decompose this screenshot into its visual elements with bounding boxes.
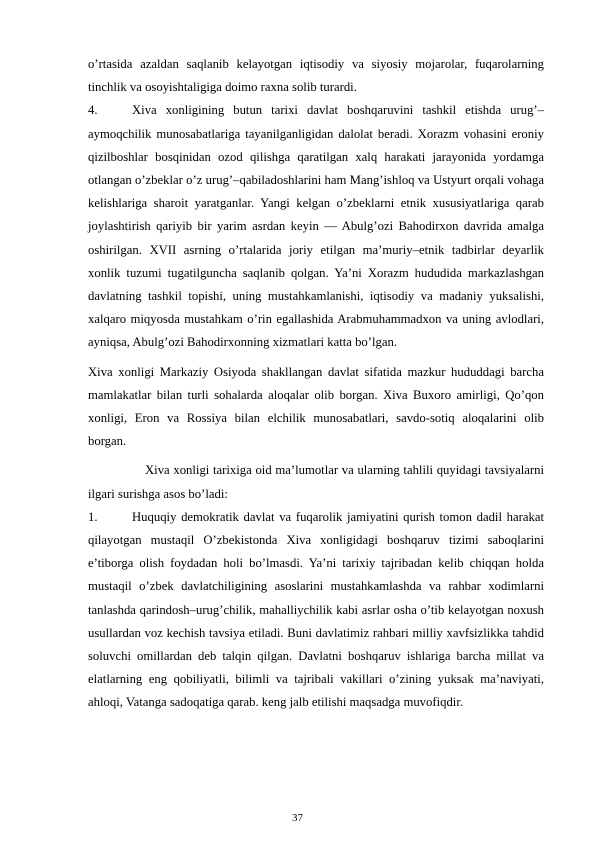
paragraph-relations [88,361,544,454]
paragraph-number: 4. [88,103,98,118]
paragraph-number: 1. [88,509,98,524]
paragraph-continuation [88,53,544,99]
numbered-paragraph-4 [88,99,544,354]
paragraph-text: Xiva xonligining butun tarixi davlat boshqaruvini tashkil etishda urug’–aymoqchilik munosabatlariga tayanilganligidan dalolat beradi. Xorazm vohasini eroniy qizilboshlar bosqinidan ozod qilishga qaratilgan xalq harakati jarayonida yordamga otlangan o’zbeklar o’z urug’–qabiladoshlarini ham Mang’ishloq va Ustyurt orqali vohaga kelishlariga sharoit yaratganlar. Yangi kelgan o’zbeklarni etnik xususiyatlariga qarab joylashtirish qariyib bir yarim asrdan keyin — Abulg’ozi Bahodirxon davrida amalga oshirilgan. XVII asrning o’rtalarida joriy etilgan ma’muriy–etnik tadbirlar deyarlik xonlik tuzumi tugatilguncha saqlanib qolgan. Ya’ni Xorazm hududida markazlashgan davlatning tashkil topishi, uning mustahkamlanishi, iqtisodiy va madaniy yuksalishi, xalqaro miqyosda mustahkam o’rin egallashida Arabmuhammadxon va uning avlodlari, ayniqsa, Abulg’ozi Bahodirxonning xizmatlari katta bo’lgan. [88,103,544,350]
paragraph-text: Xiva xonligi tarixiga oid ma’lumotlar va ularning tahlili quyidagi tavsiyalarni ilgari surishga asos bo’ladi: [88,463,544,501]
numbered-paragraph-1 [88,506,544,715]
paragraph-recommendations-intro [88,459,544,505]
document-body [88,53,544,715]
paragraph-text: Huquqiy demokratik davlat va fuqarolik jamiyatini qurish tomon dadil harakat qilayotgan mustaqil O’zbekistonda Xiva xonligidagi boshqaruv tizimi saboqlarini e’tiborga olish foydadan holi bo’lmasdi. Ya’ni tarixiy tajribadan kelib chiqqan holda mustaqil o’zbek davlatchiligining asoslarini mustahkamlashda va rahbar xodimlarni tanlashda qarindosh–urug’chilik, mahalliychilik kabi asrlar osha o’tib kelayotgan noxush usullardan voz kechish tavsiya etiladi. Buni davlatimiz rahbari milliy xavfsizlikka tahdid soluvchi omillardan deb talqin qilgan. Davlatni boshqaruv ishlariga barcha millat va elatlarning eng qobiliyatli, bilimli va tajribali vakillari o’zining yuksak ma’naviyati, ahloqi, Vatanga sadoqatiga qarab. keng jalb etilishi maqsadga muvofiqdir. [88,509,544,710]
paragraph-text: Xiva xonligi Markaziy Osiyoda shakllangan davlat sifatida mazkur hududdagi barcha mamlakatlar bilan turli sohalarda aloqalar olib borgan. Xiva Buxoro amirligi, Qo’qon xonligi, Eron va Rossiya bilan elchilik munosabatlari, savdo-sotiq aloqalarini olib borgan. [88,364,544,449]
page-number: 37 [292,812,303,824]
paragraph-text: o’rtasida azaldan saqlanib kelayotgan iqtisodiy va siyosiy mojarolar, fuqarolarning tinchlik va osoyishtaligiga doimo raxna solib turardi. [88,57,544,95]
